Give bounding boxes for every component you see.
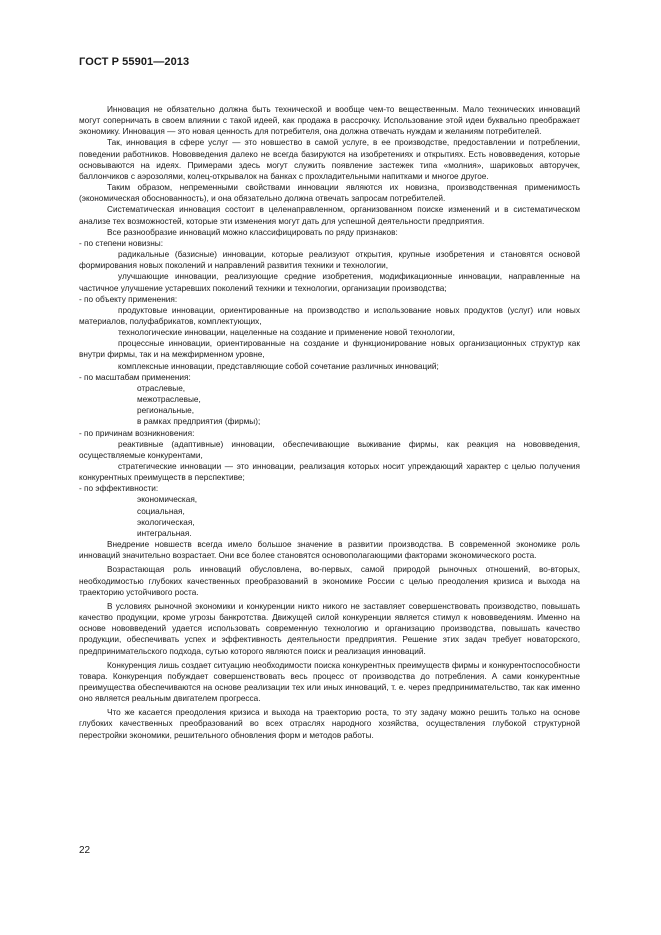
- list-item: технологические инновации, нацеленные на создание и применение новой технологии,: [118, 328, 455, 338]
- list-item: реактивные (адаптивные) инновации, обеспечивающие выживание фирмы, как реакция на нововведения, осуществляемые конкурентами,: [79, 439, 580, 460]
- paragraph: Что же касается преодоления кризиса и выхода на траекторию роста, то эту задачу можно решить только на основе глубоких качественных преобразований во всех отраслях народного хозяйства, осуществления глубокой структурной перестройки экономики, решительного обновления форм и методов работы.: [79, 708, 580, 740]
- list-item: отраслевые,: [137, 383, 186, 393]
- classification-heading: - по объекту применения:: [79, 294, 178, 304]
- classification-heading: - по эффективности:: [79, 484, 159, 494]
- classification-heading: - по масштабам применения:: [79, 372, 191, 382]
- paragraph: В условиях рыночной экономики и конкуренции никто никого не заставляет совершенствовать производство, повышать качество продукции, кроме угрозы банкротства. Движущей силой конкуренции является стимул к нововведениям. Именно на основе нововведений удается использовать современную технологию и организацию производства, повышать качество продукции, обеспечивать успех и эффективность деятельности предприятия. Решение этих задач требует новаторского, предпринимательского подхода, сутью которого являются поиск и реализация инноваций.: [79, 601, 580, 656]
- list-item: экономическая,: [137, 495, 198, 505]
- paragraph: Все разнообразие инноваций можно классифицировать по ряду признаков:: [107, 227, 398, 237]
- paragraph: Внедрение новшеств всегда имело большое значение в развитии производства. В современной экономике роль инноваций значительно возрастает. Они все более становятся основополагающими факторами экономического роста.: [79, 540, 580, 561]
- list-item: экологическая,: [137, 517, 195, 527]
- list-item: стратегические инновации — это инновации, реализация которых носит упреждающий характер с целью получения конкурентных преимуществ в перспективе;: [79, 462, 580, 483]
- paragraph: Систематическая инновация состоит в целенаправленном, организованном поиске изменений и в систематическом анализе тех возможностей, которые эти изменения могут дать для успешной деятельности предприятия.: [79, 205, 580, 226]
- list-item: радикальные (базисные) инновации, которые реализуют открытия, крупные изобретения и становятся основой формирования новых поколений и направлений развития техники и технологии,: [79, 250, 580, 271]
- classification-heading: - по причинам возникновения:: [79, 428, 195, 438]
- list-item: региональные,: [137, 406, 195, 416]
- list-item: в рамках предприятия (фирмы);: [137, 417, 261, 427]
- list-item: улучшающие инновации, реализующие средние изобретения, модификационные инновации, направленные на частичное улучшение устаревших поколений техники и технологии, организации производства;: [79, 272, 580, 293]
- list-item: комплексные инновации, представляющие собой сочетание различных инноваций;: [118, 361, 439, 371]
- list-item: социальная,: [137, 506, 185, 516]
- paragraph: Инновация не обязательно должна быть технической и вообще чем-то вещественным. Мало технических инноваций могут соперничать в своем влиянии с такой идеей, как продажа в рассрочку. Использование этой идеи буквально преображает экономику. Инновация — это новая ценность для потребителя, она должна отвечать нуждам и желаниям потребителей.: [79, 105, 580, 137]
- paragraph: Так, инновация в сфере услуг — это новшество в самой услуге, в ее производстве, предоставлении и потреблении, поведении работников. Нововведения далеко не всегда базируются на изобретениях и открытиях. Есть нововведения, которые основываются на идеях. Примерами здесь могут служить появление застежек типа «молния», шариковых авторучек, баллончиков с аэрозолями, колец-открывалок на банках с прохладительными напитками и многое другое.: [79, 138, 580, 181]
- list-item: процессные инновации, ориентированные на создание и функционирование новых организационных структур как внутри фирмы, так и на межфирменном уровне,: [79, 339, 580, 360]
- paragraph: Возрастающая роль инноваций обусловлена, во-первых, самой природой рыночных отношений, во-вторых, необходимостью глубоких качественных преобразований в экономике России с целью преодоления кризиса и выхода на траекторию устойчивого роста.: [79, 565, 580, 597]
- list-item: продуктовые инновации, ориентированные на производство и использование новых продуктов (услуг) или новых материалов, полуфабрикатов, комплектующих,: [79, 305, 580, 326]
- page-header-standard-title: ГОСТ Р 55901—2013: [79, 56, 190, 68]
- page-number: 22: [79, 845, 91, 856]
- paragraph: Таким образом, непременными свойствами инновации являются их новизна, производственная применимость (экономическая обоснованность), и она обязательно должна отвечать запросам потребителей.: [79, 183, 580, 204]
- classification-heading: - по степени новизны:: [79, 238, 163, 248]
- document-body: [79, 104, 580, 741]
- list-item: межотраслевые,: [137, 395, 201, 405]
- list-item: интегральная.: [137, 528, 192, 538]
- paragraph: Конкуренция лишь создает ситуацию необходимости поиска конкурентных преимуществ фирмы и конкурентоспособности товара. Конкуренция побуждает совершенствовать весь процесс от производства до потребления. А сами конкурентные преимущества обеспечиваются на основе реализации тех или иных инноваций, т. е. через предпринимательство, так как именно оно является реальным двигателем прогресса.: [79, 660, 580, 704]
